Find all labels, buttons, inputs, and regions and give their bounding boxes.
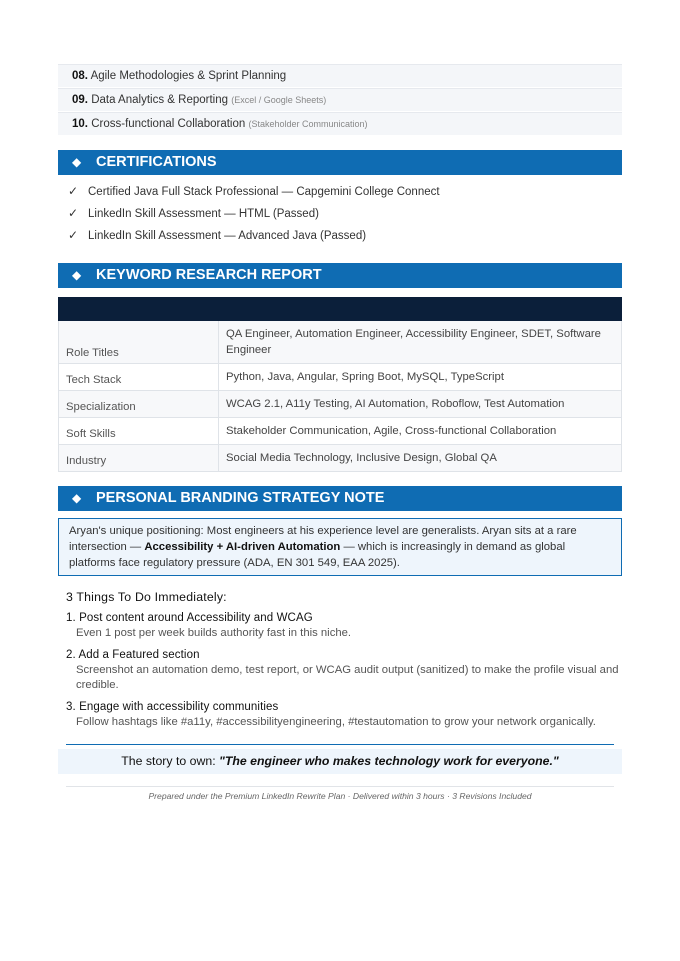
table-row: [59, 391, 622, 418]
story-banner: [58, 749, 622, 774]
keyword-report-header: [58, 263, 622, 288]
action-description: Follow hashtags like #a11y, #accessibilityengineering, #testautomation to grow your network organically.: [76, 716, 596, 728]
diamond-icon: ◆: [72, 155, 82, 169]
check-icon: ✓: [68, 184, 79, 198]
skill-note: (Excel / Google Sheets): [231, 95, 327, 105]
certification-text: LinkedIn Skill Assessment — Advanced Java (Passed): [88, 230, 367, 242]
divider: [66, 786, 614, 787]
table-row: [59, 418, 622, 445]
action-title: 1. Post content around Accessibility and WCAG: [66, 612, 313, 624]
note-text: Aryan's unique positioning: Most engineers at his experience level are generalists. Aryan sits at a rare intersection —: [69, 525, 577, 553]
certification-text: LinkedIn Skill Assessment — HTML (Passed): [88, 208, 319, 220]
diamond-icon: ◆: [72, 491, 82, 505]
section-title: CERTIFICATIONS: [96, 154, 217, 170]
note-highlight: Accessibility + AI-driven Automation: [144, 541, 341, 553]
skill-row: [58, 112, 622, 135]
table-header-row: [59, 298, 622, 321]
list-item: [58, 180, 622, 202]
table-key-cell: Role Titles: [59, 321, 219, 364]
section-title: PERSONAL BRANDING STRATEGY NOTE: [96, 490, 385, 506]
skills-list: [58, 64, 622, 135]
skill-row: [58, 88, 622, 111]
skill-label: Cross-functional Collaboration: [91, 118, 246, 130]
skill-number: 08.: [72, 70, 88, 82]
action-title: 3. Engage with accessibility communities: [66, 701, 279, 713]
check-icon: ✓: [68, 206, 79, 220]
table-value-cell: QA Engineer, Automation Engineer, Accessibility Engineer, SDET, Software Engineer: [219, 321, 622, 364]
skill-label: Agile Methodologies & Sprint Planning: [90, 70, 287, 82]
table-value-cell: WCAG 2.1, A11y Testing, AI Automation, Roboflow, Test Automation: [219, 391, 622, 418]
table-key-cell: Industry: [59, 445, 219, 472]
branding-header: [58, 486, 622, 511]
positioning-note: [58, 518, 622, 576]
table-value-cell: Social Media Technology, Inclusive Design, Global QA: [219, 445, 622, 472]
table-value-cell: Stakeholder Communication, Agile, Cross-functional Collaboration: [219, 418, 622, 445]
story-prefix: The story to own:: [121, 754, 220, 768]
keyword-table: [58, 297, 622, 472]
skill-row: [58, 64, 622, 87]
table-key-cell: Specialization: [59, 391, 219, 418]
list-item: [58, 202, 622, 224]
action-item: [66, 612, 622, 641]
skill-note: (Stakeholder Communication): [248, 119, 368, 129]
action-description: Screenshot an automation demo, test report, or WCAG audit output (sanitized) to make the profile visual and credible.: [76, 664, 619, 691]
table-row: [59, 445, 622, 472]
things-title: 3 Things To Do Immediately:: [66, 590, 227, 604]
table-row: [59, 364, 622, 391]
table-header-cell: [59, 298, 219, 321]
section-title: KEYWORD RESEARCH REPORT: [96, 267, 322, 283]
document-page: [58, 64, 622, 801]
action-description: Even 1 post per week builds authority fast in this niche.: [76, 627, 352, 639]
page-footer: Prepared under the Premium LinkedIn Rewrite Plan · Delivered within 3 hours · 3 Revisions Included: [148, 791, 532, 801]
table-value-cell: Python, Java, Angular, Spring Boot, MySQL, TypeScript: [219, 364, 622, 391]
certifications-list: [58, 180, 622, 246]
action-item: [66, 649, 622, 693]
table-key-cell: Tech Stack: [59, 364, 219, 391]
note-text: — which is increasingly in demand as global platforms face regulatory pressure (ADA, EN 301 549, EAA 2025).: [69, 541, 566, 569]
table-row: [59, 321, 622, 364]
action-item: [66, 701, 622, 730]
table-key-cell: Soft Skills: [59, 418, 219, 445]
story-quote: "The engineer who makes technology work for everyone.": [219, 754, 559, 768]
divider: [66, 744, 614, 745]
certification-text: Certified Java Full Stack Professional — Capgemini College Connect: [88, 186, 440, 198]
diamond-icon: ◆: [72, 268, 82, 282]
list-item: [58, 224, 622, 246]
skill-label: Data Analytics & Reporting: [91, 94, 228, 106]
check-icon: ✓: [68, 228, 79, 242]
table-header-cell: [219, 298, 622, 321]
skill-number: 09.: [72, 94, 88, 106]
skill-number: 10.: [72, 118, 88, 130]
certifications-header: [58, 150, 622, 175]
action-title: 2. Add a Featured section: [66, 649, 200, 661]
